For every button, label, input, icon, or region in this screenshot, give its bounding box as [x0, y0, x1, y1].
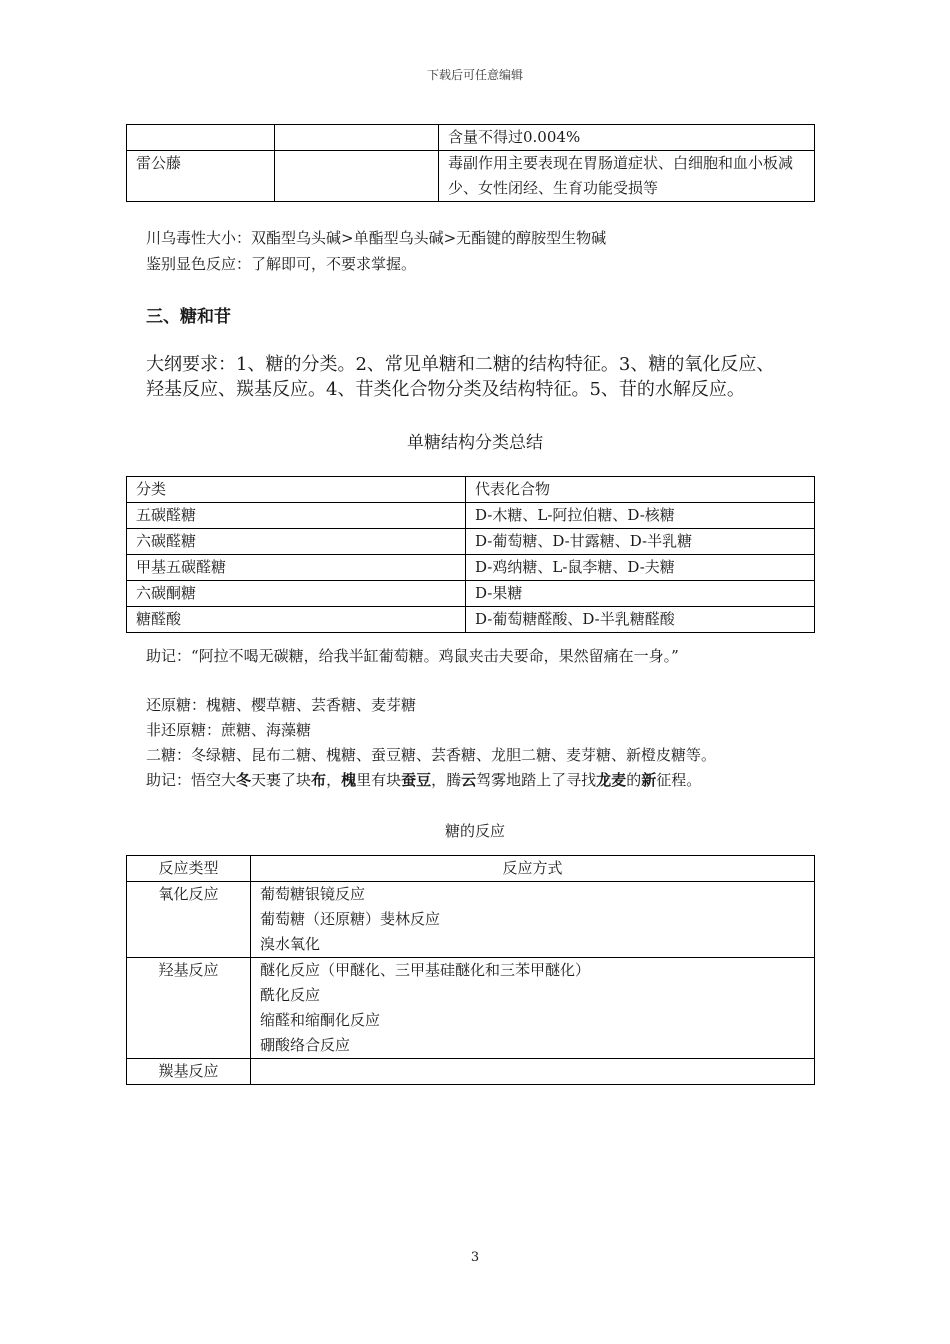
table-row [127, 125, 815, 151]
requirements-line-1: 大纲要求：1、糖的分类。2、常见单糖和二糖的结构特征。3、糖的氧化反应、 [146, 354, 775, 375]
column-header: 分类 [127, 477, 466, 503]
column-header: 反应方式 [251, 856, 815, 882]
section-title: 三、糖和苷 [146, 307, 231, 327]
page-header: 下载后可任意编辑 [426, 68, 523, 82]
table-header-row [127, 477, 815, 503]
toxicity-note: 川乌毒性大小：双酯型乌头碱>单酯型乌头碱>无酯键的醇胺型生物碱 [146, 229, 607, 247]
table-cell: D-葡萄糖、D-甘露糖、D-半乳糖 [466, 529, 815, 555]
table-cell: 糖醛酸 [127, 607, 466, 633]
table-row [127, 151, 815, 202]
mnemonic-disaccharides: 助记：悟空大冬天裹了块布，槐里有块蚕豆，腾云驾雾地踏上了寻找龙麦的新征程。 [146, 771, 702, 789]
table-row [127, 1059, 815, 1085]
reaction-type: 羰基反应 [127, 1059, 251, 1085]
table-row [127, 503, 815, 529]
table-row [127, 529, 815, 555]
reaction-method: 酰化反应 [260, 986, 321, 1004]
table-row [127, 882, 815, 958]
table-cell: D-木糖、L-阿拉伯糖、D-核糖 [466, 503, 815, 529]
table-row [127, 555, 815, 581]
reaction-method: 醚化反应（甲醚化、三甲基硅醚化和三苯甲醚化） [260, 961, 591, 979]
top-table [126, 124, 815, 202]
reducing-sugars: 还原糖：槐糖、樱草糖、芸香糖、麦芽糖 [146, 696, 417, 714]
reaction-table-caption: 糖的反应 [444, 822, 505, 840]
reaction-type: 氧化反应 [127, 882, 251, 958]
reaction-methods [251, 1059, 815, 1085]
table-cell: 六碳酮糖 [127, 581, 466, 607]
page-number: 3 [470, 1250, 480, 1265]
monosaccharide-table [126, 476, 815, 633]
requirements-line-2: 羟基反应、羰基反应。4、苷类化合物分类及结构特征。5、苷的水解反应。 [146, 379, 745, 400]
table-cell: 雷公藤 [127, 151, 275, 202]
disaccharides: 二糖：冬绿糖、昆布二糖、槐糖、蚕豆糖、芸香糖、龙胆二糖、麦芽糖、新橙皮糖等。 [146, 746, 717, 764]
table-cell: D-鸡纳糖、L-鼠李糖、D-夫糖 [466, 555, 815, 581]
table-cell: 五碳醛糖 [127, 503, 466, 529]
reaction-type: 羟基反应 [127, 958, 251, 1059]
table-cell [127, 125, 275, 151]
table-cell [275, 151, 439, 202]
column-header: 代表化合物 [466, 477, 815, 503]
table-row [127, 607, 815, 633]
reaction-method: 缩醛和缩酮化反应 [260, 1011, 381, 1029]
table-row [127, 581, 815, 607]
reaction-table [126, 855, 815, 1085]
table-row [127, 958, 815, 1059]
table-cell: 六碳醛糖 [127, 529, 466, 555]
reaction-method: 硼酸络合反应 [260, 1036, 351, 1054]
reaction-method: 葡萄糖（还原糖）斐林反应 [260, 910, 441, 928]
table-cell: D-葡萄糖醛酸、D-半乳糖醛酸 [466, 607, 815, 633]
table-cell: 含量不得过0.004% [439, 125, 815, 151]
mnemonic-monosaccharides: 助记：“阿拉不喝无碳糖，给我半缸葡萄糖。鸡鼠夹击夫要命，果然留痛在一身。” [146, 647, 679, 665]
table-cell: D-果糖 [466, 581, 815, 607]
reaction-methods [251, 882, 815, 958]
reaction-methods [251, 958, 815, 1059]
table-header-row [127, 856, 815, 882]
non-reducing-sugars: 非还原糖：蔗糖、海藻糖 [146, 721, 312, 739]
monosaccharide-table-caption: 单糖结构分类总结 [407, 433, 543, 453]
table-cell: 毒副作用主要表现在胃肠道症状、白细胞和血小板减少、女性闭经、生育功能受损等 [439, 151, 815, 202]
color-reaction-note: 鉴别显色反应：了解即可，不要求掌握。 [146, 255, 417, 273]
reaction-method: 葡萄糖银镜反应 [260, 885, 366, 903]
table-cell [275, 125, 439, 151]
reaction-method: 溴水氧化 [260, 935, 321, 953]
table-cell: 甲基五碳醛糖 [127, 555, 466, 581]
column-header: 反应类型 [127, 856, 251, 882]
